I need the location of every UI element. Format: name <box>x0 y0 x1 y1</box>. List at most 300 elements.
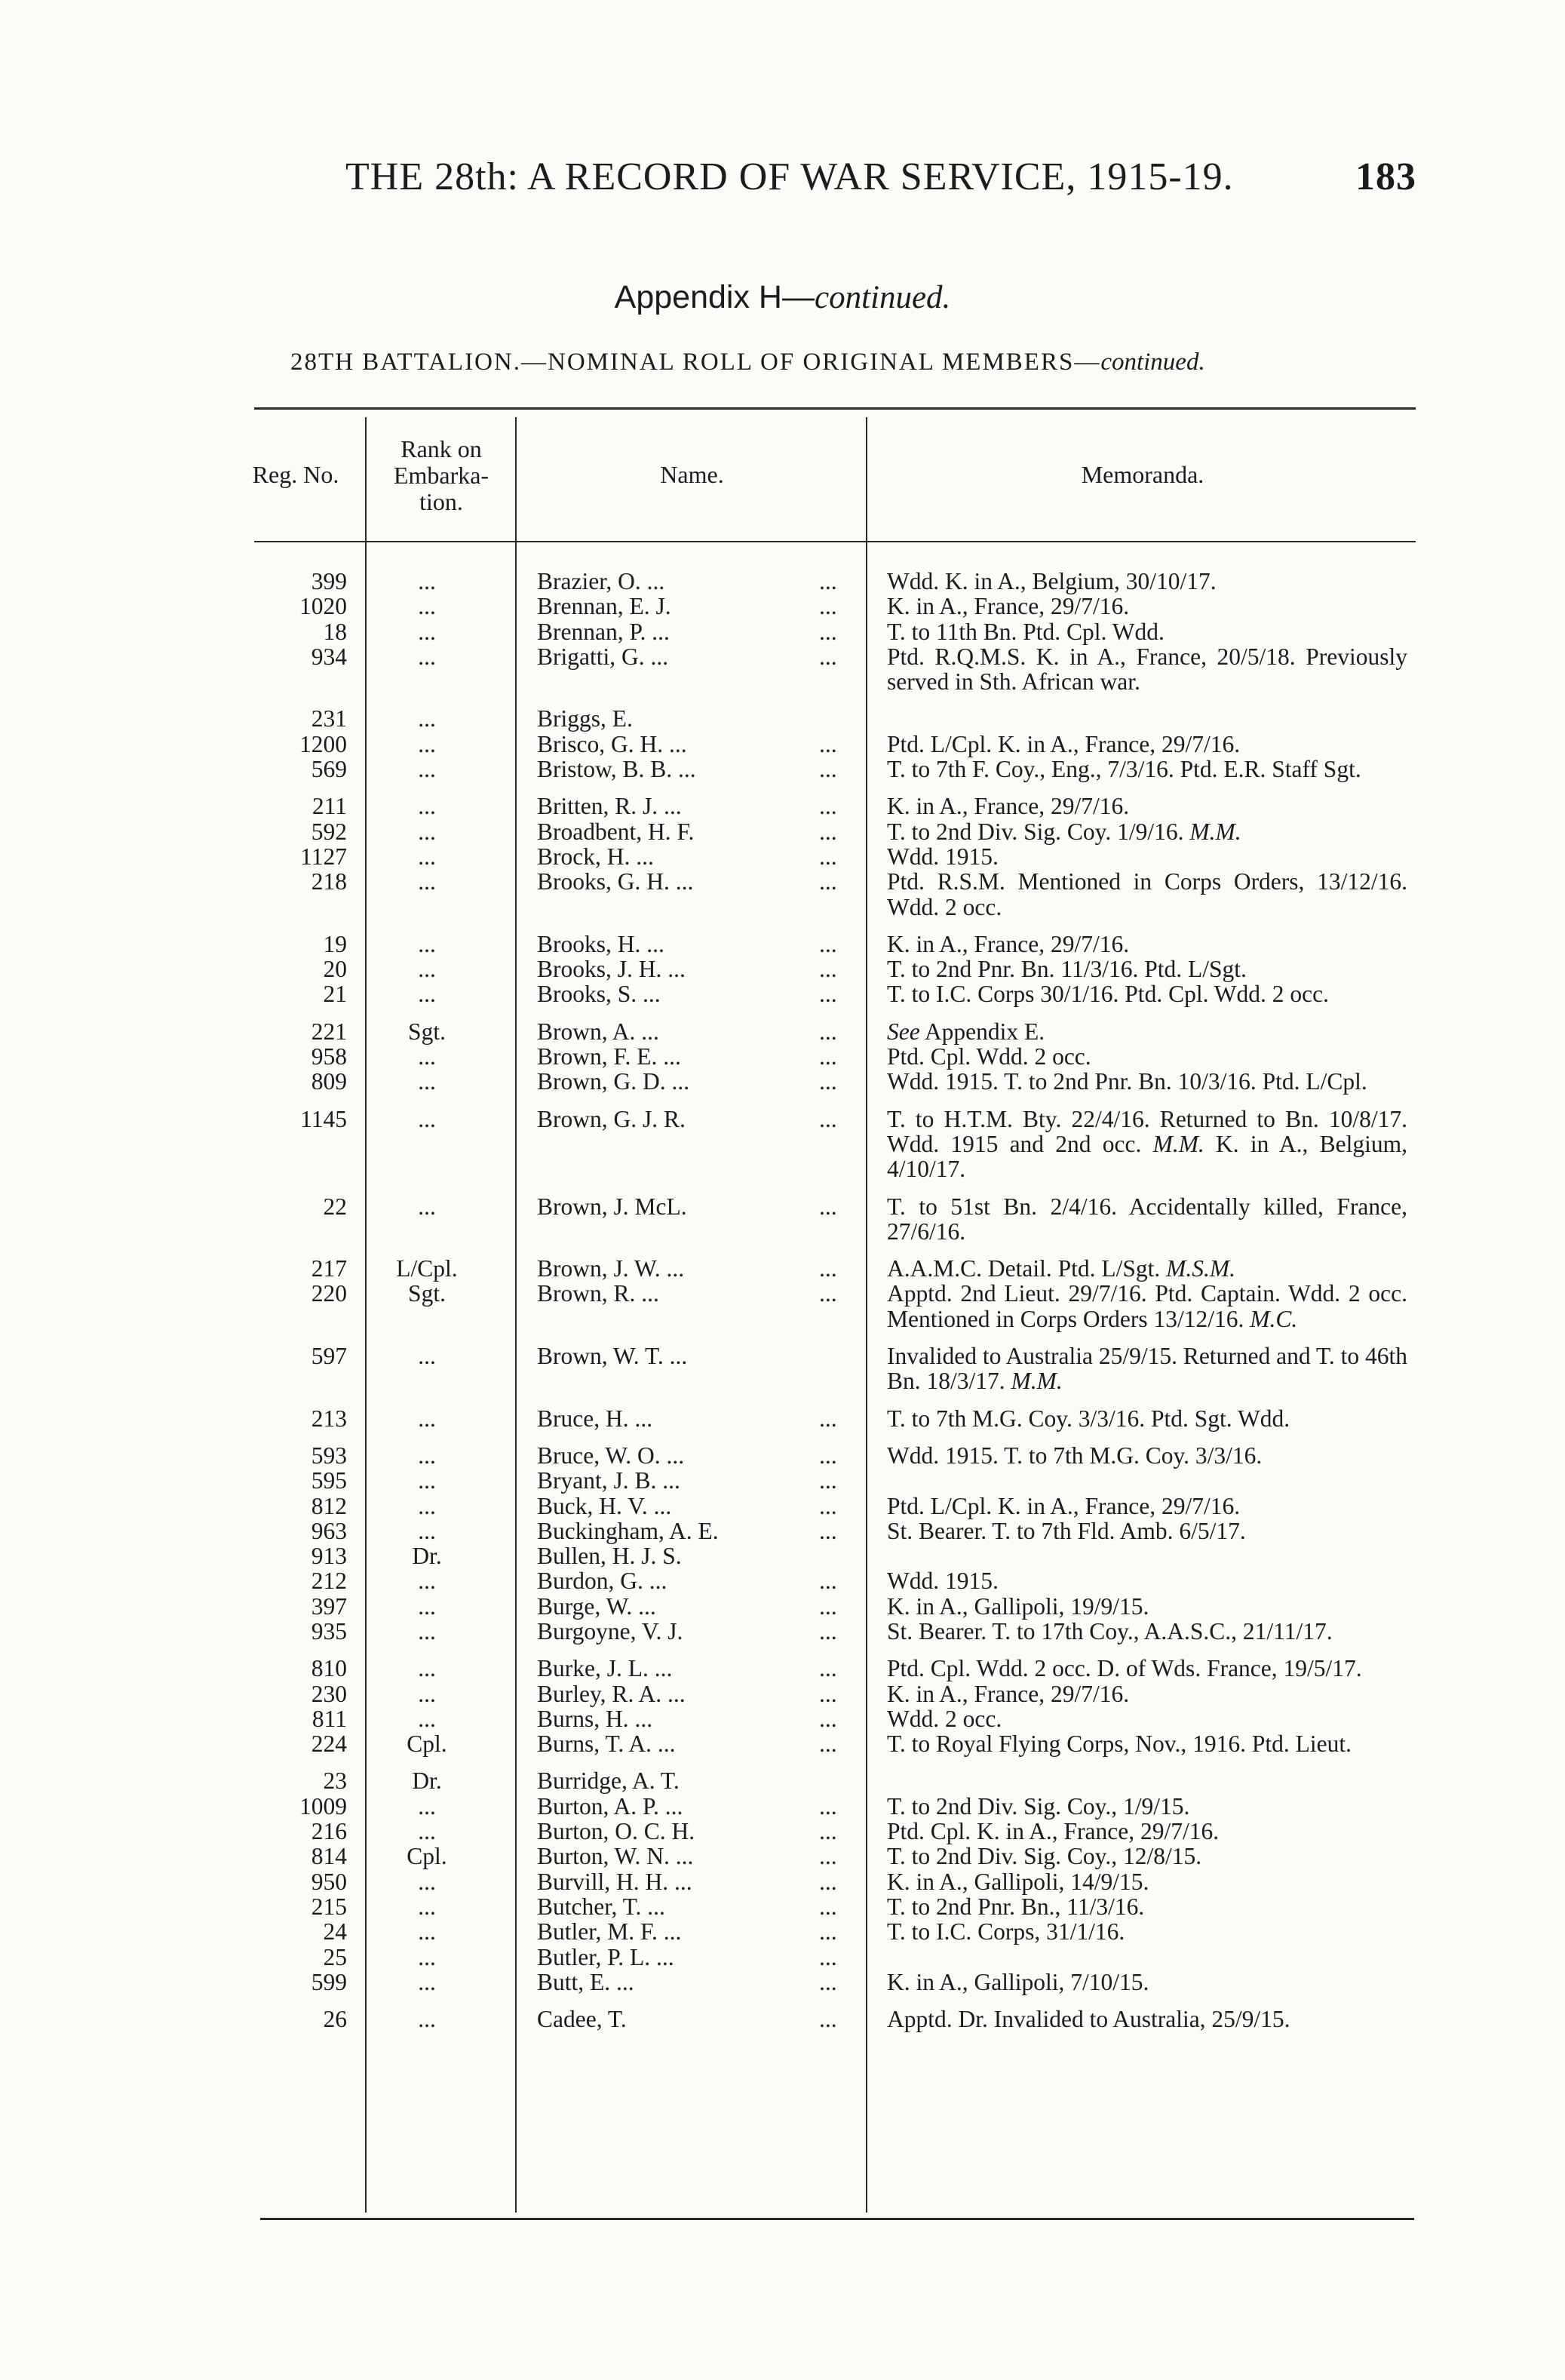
table-row <box>256 794 1418 818</box>
reg-no-cell: 810 <box>311 1655 347 1682</box>
leader-dots: ... <box>819 1680 837 1707</box>
leader-dots: ... <box>819 1405 837 1432</box>
table-row <box>256 1543 1418 1568</box>
memoranda-text: K. in A., Gallipoli, 7/10/15. <box>887 1968 1149 1995</box>
rank-cell: ... <box>418 756 436 783</box>
reg-no-cell: 812 <box>311 1492 347 1519</box>
name-cell: Burton, W. N. ... <box>537 1843 694 1870</box>
leader-dots: ... <box>819 1517 837 1544</box>
reg-no-cell: 1200 <box>299 730 347 757</box>
memoranda-text: Apptd. 2nd Lieut. 29/7/16. Ptd. Captain. Wdd. 2 occ. Mentioned in Corps Orders 13/12/16. <box>887 1280 1407 1332</box>
memoranda-cell <box>887 1568 1407 1593</box>
memoranda-text: T. to 2nd Div. Sig. Coy., 12/8/15. <box>887 1843 1202 1870</box>
table-row <box>256 1044 1418 1069</box>
memoranda-text: K. in A., France, 29/7/16. <box>887 793 1130 820</box>
name-cell: Butler, M. F. ... <box>537 1918 682 1945</box>
reg-no-cell: 231 <box>311 705 347 732</box>
table-row <box>256 957 1418 981</box>
reg-no-cell: 595 <box>311 1467 347 1494</box>
rank-cell: ... <box>418 705 436 732</box>
memoranda-cell <box>887 1945 1407 1970</box>
memoranda-cell <box>887 1594 1407 1619</box>
name-cell: Brooks, J. H. ... <box>537 956 686 983</box>
leader-dots: ... <box>819 1043 837 1070</box>
memoranda-text: Ptd. R.Q.M.S. K. in A., France, 20/5/18. Previously served in Sth. African war. <box>887 643 1407 696</box>
table-row <box>256 1256 1418 1281</box>
rank-cell: ... <box>418 1918 436 1945</box>
name-cell: Cadee, T. <box>537 2006 627 2033</box>
rank-cell: ... <box>418 730 436 757</box>
rank-cell: ... <box>418 1680 436 1707</box>
rank-cell: ... <box>418 1617 436 1645</box>
table-row <box>256 2007 1418 2031</box>
header-name: Name. <box>660 461 724 488</box>
table-row <box>256 1069 1418 1094</box>
rank-cell: Sgt. <box>408 1018 446 1045</box>
memoranda-cell <box>887 1619 1407 1644</box>
name-cell: Burke, J. L. ... <box>537 1655 673 1682</box>
memoranda-cell <box>887 1194 1407 1245</box>
reg-no-cell: 26 <box>323 2006 347 2033</box>
rank-cell: ... <box>418 1043 436 1070</box>
memoranda-text: T. to 11th Bn. Ptd. Cpl. Wdd. <box>887 618 1165 645</box>
running-title: THE 28th: A RECORD OF WAR SERVICE, 1915-19. <box>345 155 1234 198</box>
name-cell: Buckingham, A. E. <box>537 1517 719 1544</box>
memoranda-cell <box>887 957 1407 981</box>
rank-cell: ... <box>418 956 436 983</box>
table-row <box>256 706 1418 731</box>
memoranda-cell <box>887 619 1407 644</box>
leader-dots: ... <box>819 981 837 1008</box>
rank-cell: ... <box>418 1467 436 1494</box>
memoranda-text: Ptd. R.S.M. Mentioned in Corps Orders, 13/12/16. Wdd. 2 occ. <box>887 868 1407 920</box>
rank-cell: ... <box>418 930 436 957</box>
memoranda-text: T. to H.T.M. Bty. 22/4/16. Returned to Bn. 10/8/17. Wdd. 1915 and 2nd occ. <box>887 1105 1407 1157</box>
leader-dots: ... <box>819 1617 837 1645</box>
name-cell: Brooks, S. ... <box>537 981 661 1008</box>
appendix-title-continued: continued. <box>814 280 951 315</box>
reg-no-cell: 212 <box>311 1568 347 1595</box>
memoranda-text: K. in A., France, 29/7/16. <box>887 930 1130 957</box>
header-rank: Rank on Embarka- tion. <box>393 435 489 515</box>
name-cell: Brigatti, G. ... <box>537 643 669 670</box>
memoranda-cell <box>887 819 1407 844</box>
leader-dots: ... <box>819 1792 837 1820</box>
leader-dots: ... <box>819 1193 837 1220</box>
memoranda-italic: M.C. <box>1250 1305 1298 1332</box>
name-cell: Burton, O. C. H. <box>537 1818 695 1845</box>
memoranda-text: Appendix E. <box>919 1018 1045 1045</box>
memoranda-text: K. in A., France, 29/7/16. <box>887 1680 1130 1707</box>
reg-no-cell: 211 <box>311 793 347 820</box>
memoranda-cell <box>887 869 1407 920</box>
leader-dots: ... <box>819 1018 837 1045</box>
memoranda-cell <box>887 981 1407 1006</box>
name-cell: Burridge, A. T. <box>537 1767 680 1795</box>
rank-cell: ... <box>418 593 436 620</box>
memoranda-text: Ptd. L/Cpl. K. in A., France, 29/7/16. <box>887 730 1241 757</box>
memoranda-cell <box>887 594 1407 619</box>
table-top-rule <box>254 407 1416 410</box>
memoranda-text: Ptd. Cpl. Wdd. 2 occ. <box>887 1043 1091 1070</box>
name-cell: Brooks, H. ... <box>537 930 664 957</box>
memoranda-cell <box>887 1894 1407 1919</box>
memoranda-text: T. to 7th M.G. Coy. 3/3/16. Ptd. Sgt. Wdd. <box>887 1405 1290 1432</box>
table-row <box>256 1794 1418 1819</box>
memoranda-cell <box>887 1406 1407 1431</box>
memoranda-cell <box>887 1281 1407 1331</box>
leader-dots: ... <box>819 793 837 820</box>
name-cell: Brown, R. ... <box>537 1280 659 1307</box>
reg-no-cell: 221 <box>311 1018 347 1045</box>
rank-cell: ... <box>418 1193 436 1220</box>
reg-no-cell: 220 <box>311 1280 347 1307</box>
table-row <box>256 1619 1418 1644</box>
reg-no-cell: 963 <box>311 1517 347 1544</box>
table-row <box>256 1568 1418 1593</box>
reg-no-cell: 22 <box>323 1193 347 1220</box>
leader-dots: ... <box>819 1843 837 1870</box>
memoranda-text: K. in A., Gallipoli, 19/9/15. <box>887 1592 1149 1620</box>
leader-dots: ... <box>819 1105 837 1132</box>
memoranda-cell <box>887 2007 1407 2031</box>
memoranda-text: Wdd. 1915. <box>887 843 999 870</box>
memoranda-cell <box>887 1044 1407 1069</box>
rank-cell: ... <box>418 1968 436 1995</box>
rank-cell: ... <box>418 1405 436 1432</box>
rank-cell: ... <box>418 643 436 670</box>
name-cell: Brock, H. ... <box>537 843 654 870</box>
leader-dots: ... <box>819 1918 837 1945</box>
name-cell: Brooks, G. H. ... <box>537 868 694 895</box>
rank-cell: ... <box>418 1818 436 1845</box>
header-reg-no: Reg. No. <box>252 461 339 488</box>
name-cell: Burvill, H. H. ... <box>537 1868 692 1895</box>
reg-no-cell: 25 <box>323 1943 347 1970</box>
name-cell: Brown, W. T. ... <box>537 1343 688 1370</box>
rank-cell: ... <box>418 618 436 645</box>
memoranda-cell <box>887 757 1407 782</box>
memoranda-text: K. in A., Belgium, 4/10/17. <box>887 1130 1407 1183</box>
table-row <box>256 1945 1418 1970</box>
memoranda-text: K. in A., France, 29/7/16. <box>887 593 1130 620</box>
name-cell: Brazier, O. ... <box>537 568 665 594</box>
memoranda-text: T. to 2nd Div. Sig. Coy. 1/9/16. <box>887 818 1184 845</box>
name-cell: Burns, T. A. ... <box>537 1730 676 1758</box>
table-row <box>256 1468 1418 1493</box>
leader-dots: ... <box>819 843 837 870</box>
page-number: 183 <box>1355 155 1416 198</box>
roll-subtitle-continued: continued. <box>1100 349 1205 376</box>
name-cell: Bristow, B. B. ... <box>537 756 696 783</box>
reg-no-cell: 809 <box>311 1068 347 1095</box>
running-head <box>345 155 1416 200</box>
leader-dots: ... <box>819 730 837 757</box>
table-row <box>256 1194 1418 1245</box>
leader-dots: ... <box>819 1068 837 1095</box>
name-cell: Brisco, G. H. ... <box>537 730 687 757</box>
reg-no-cell: 218 <box>311 868 347 895</box>
memoranda-text: T. to 2nd Div. Sig. Coy., 1/9/15. <box>887 1792 1190 1820</box>
leader-dots: ... <box>819 1705 837 1732</box>
leader-dots: ... <box>819 1943 837 1970</box>
memoranda-cell <box>887 1794 1407 1819</box>
memoranda-cell <box>887 1919 1407 1944</box>
memoranda-italic: M.M. <box>1152 1130 1204 1157</box>
reg-no-cell: 592 <box>311 818 347 845</box>
reg-no-cell: 1127 <box>300 843 347 870</box>
reg-no-cell: 23 <box>323 1767 347 1795</box>
leader-dots: ... <box>819 1818 837 1845</box>
reg-no-cell: 1145 <box>300 1105 347 1132</box>
memoranda-cell <box>887 706 1407 731</box>
table-row <box>256 844 1418 869</box>
rank-cell: ... <box>418 843 436 870</box>
table-row <box>256 1869 1418 1894</box>
name-cell: Bruce, W. O. ... <box>537 1442 685 1469</box>
name-cell: Bullen, H. J. S. <box>537 1543 682 1570</box>
reg-no-cell: 1009 <box>299 1792 347 1820</box>
table-row <box>256 869 1418 920</box>
name-cell: Britten, R. J. ... <box>537 793 682 820</box>
leader-dots: ... <box>819 818 837 845</box>
leader-dots: ... <box>819 868 837 895</box>
leader-dots: ... <box>819 618 837 645</box>
leader-dots: ... <box>819 1868 837 1895</box>
memoranda-cell <box>887 1543 1407 1568</box>
rank-cell: Dr. <box>412 1543 442 1570</box>
name-cell: Brennan, P. ... <box>537 618 670 645</box>
reg-no-cell: 224 <box>311 1730 347 1758</box>
memoranda-cell <box>887 1819 1407 1844</box>
memoranda-text: T. to 2nd Pnr. Bn. 11/3/16. Ptd. L/Sgt. <box>887 956 1247 983</box>
rank-cell: L/Cpl. <box>396 1255 458 1282</box>
memoranda-cell <box>887 1656 1407 1681</box>
name-cell: Burgoyne, V. J. <box>537 1617 683 1645</box>
leader-dots: ... <box>819 1492 837 1519</box>
rank-cell: ... <box>418 1492 436 1519</box>
table-row <box>256 1768 1418 1793</box>
reg-no-cell: 397 <box>311 1592 347 1620</box>
memoranda-text: T. to 51st Bn. 2/4/16. Accidentally killed, France, 27/6/16. <box>887 1193 1407 1245</box>
header-memoranda: Memoranda. <box>1081 461 1204 488</box>
table-row <box>256 932 1418 957</box>
table-row <box>256 1281 1418 1331</box>
memoranda-text: Invalided to Australia 25/9/15. Returned and T. to 46th Bn. 18/3/17. <box>887 1343 1407 1395</box>
memoranda-cell <box>887 1107 1407 1182</box>
table-row <box>256 1844 1418 1869</box>
rank-cell: Cpl. <box>407 1730 447 1758</box>
memoranda-cell <box>887 732 1407 757</box>
table-row <box>256 594 1418 619</box>
reg-no-cell: 216 <box>311 1818 347 1845</box>
leader-dots: ... <box>819 2006 837 2033</box>
reg-no-cell: 213 <box>311 1405 347 1432</box>
rank-cell: ... <box>418 2006 436 2033</box>
rank-cell: ... <box>418 793 436 820</box>
leader-dots: ... <box>819 593 837 620</box>
reg-no-cell: 21 <box>323 981 347 1008</box>
table-row <box>256 757 1418 782</box>
memoranda-cell <box>887 932 1407 957</box>
reg-no-cell: 230 <box>311 1680 347 1707</box>
leader-dots: ... <box>819 1467 837 1494</box>
rank-cell: ... <box>418 1893 436 1920</box>
memoranda-text: Wdd. K. in A., Belgium, 30/10/17. <box>887 568 1217 594</box>
memoranda-cell <box>887 1069 1407 1094</box>
table-row <box>256 1594 1418 1619</box>
leader-dots: ... <box>819 756 837 783</box>
memoranda-text: Apptd. Dr. Invalided to Australia, 25/9/15. <box>887 2006 1290 2033</box>
memoranda-italic: M.M. <box>1189 818 1241 845</box>
reg-no-cell: 215 <box>311 1893 347 1920</box>
name-cell: Butler, P. L. ... <box>537 1943 674 1970</box>
memoranda-cell <box>887 1519 1407 1543</box>
memoranda-cell <box>887 644 1407 695</box>
memoranda-cell <box>887 844 1407 869</box>
name-cell: Brown, J. McL. <box>537 1193 687 1220</box>
table-row <box>256 1656 1418 1681</box>
memoranda-cell <box>887 1494 1407 1519</box>
table-row <box>256 644 1418 695</box>
table-row <box>256 1019 1418 1044</box>
memoranda-italic: M.M. <box>1011 1368 1063 1395</box>
leader-dots: ... <box>819 1442 837 1469</box>
rank-cell: ... <box>418 1655 436 1682</box>
memoranda-text: Ptd. Cpl. Wdd. 2 occ. D. of Wds. France, 19/5/17. <box>887 1655 1362 1682</box>
name-cell: Butcher, T. ... <box>537 1893 665 1920</box>
memoranda-text: T. to 7th F. Coy., Eng., 7/3/16. Ptd. E.R. Staff Sgt. <box>887 756 1361 783</box>
memoranda-cell <box>887 1443 1407 1468</box>
table-row <box>256 1894 1418 1919</box>
reg-no-cell: 569 <box>311 756 347 783</box>
rank-cell: ... <box>418 818 436 845</box>
name-cell: Brown, G. J. R. <box>537 1105 686 1132</box>
reg-no-cell: 1020 <box>299 593 347 620</box>
rank-cell: ... <box>418 1943 436 1970</box>
memoranda-cell <box>887 1869 1407 1894</box>
nominal-roll-rows <box>256 569 1418 2031</box>
rank-cell: ... <box>418 1068 436 1095</box>
table-row <box>256 1819 1418 1844</box>
table-row <box>256 1919 1418 1944</box>
table-row <box>256 732 1418 757</box>
table-row <box>256 1494 1418 1519</box>
name-cell: Bruce, H. ... <box>537 1405 653 1432</box>
name-cell: Brennan, E. J. <box>537 593 671 620</box>
reg-no-cell: 913 <box>311 1543 347 1570</box>
leader-dots: ... <box>819 1730 837 1758</box>
memoranda-text: A.A.M.C. Detail. Ptd. L/Sgt. <box>887 1255 1161 1282</box>
leader-dots: ... <box>819 568 837 594</box>
rank-cell: ... <box>418 1568 436 1595</box>
appendix-title-main: Appendix H— <box>614 279 815 315</box>
memoranda-cell <box>887 1768 1407 1793</box>
appendix-title <box>0 279 1565 316</box>
memoranda-text: T. to I.C. Corps, 31/1/16. <box>887 1918 1125 1945</box>
memoranda-italic: M.S.M. <box>1166 1255 1235 1282</box>
memoranda-cell <box>887 1706 1407 1731</box>
leader-dots: ... <box>819 1655 837 1682</box>
rank-cell: ... <box>418 1105 436 1132</box>
name-cell: Brown, J. W. ... <box>537 1255 685 1282</box>
reg-no-cell: 599 <box>311 1968 347 1995</box>
name-cell: Bryant, J. B. ... <box>537 1467 680 1494</box>
memoranda-text: Ptd. L/Cpl. K. in A., France, 29/7/16. <box>887 1492 1241 1519</box>
memoranda-cell <box>887 1844 1407 1869</box>
name-cell: Briggs, E. <box>537 705 633 732</box>
reg-no-cell: 593 <box>311 1442 347 1469</box>
memoranda-text: St. Bearer. T. to 17th Coy., A.A.S.C., 21/11/17. <box>887 1617 1333 1645</box>
memoranda-italic: See <box>887 1018 920 1045</box>
rank-cell: Dr. <box>412 1767 442 1795</box>
memoranda-cell <box>887 794 1407 818</box>
name-cell: Brown, F. E. ... <box>537 1043 681 1070</box>
memoranda-text: Ptd. Cpl. K. in A., France, 29/7/16. <box>887 1818 1220 1845</box>
table-row <box>256 1344 1418 1394</box>
memoranda-text: T. to Royal Flying Corps, Nov., 1916. Ptd. Lieut. <box>887 1730 1352 1758</box>
memoranda-text: Wdd. 1915. T. to 2nd Pnr. Bn. 10/3/16. Ptd. L/Cpl. <box>887 1068 1367 1095</box>
memoranda-cell <box>887 1681 1407 1706</box>
leader-dots: ... <box>819 1255 837 1282</box>
header-bottom-rule <box>254 541 1416 542</box>
leader-dots: ... <box>819 1568 837 1595</box>
reg-no-cell: 811 <box>311 1705 347 1732</box>
name-cell: Brown, A. ... <box>537 1018 659 1045</box>
memoranda-cell <box>887 1019 1407 1044</box>
reg-no-cell: 19 <box>323 930 347 957</box>
reg-no-cell: 597 <box>311 1343 347 1370</box>
leader-dots: ... <box>819 1280 837 1307</box>
reg-no-cell: 24 <box>323 1918 347 1945</box>
memoranda-text: Wdd. 2 occ. <box>887 1705 1002 1732</box>
table-row <box>256 819 1418 844</box>
reg-no-cell: 950 <box>311 1868 347 1895</box>
rank-cell: ... <box>418 1517 436 1544</box>
memoranda-cell <box>887 569 1407 594</box>
reg-no-cell: 814 <box>311 1843 347 1870</box>
name-cell: Butt, E. ... <box>537 1968 634 1995</box>
reg-no-cell: 934 <box>311 643 347 670</box>
rank-cell: ... <box>418 1868 436 1895</box>
table-row <box>256 569 1418 594</box>
table-row <box>256 1443 1418 1468</box>
reg-no-cell: 217 <box>311 1255 347 1282</box>
rank-cell: ... <box>418 1792 436 1820</box>
rank-cell: ... <box>418 568 436 594</box>
memoranda-text: T. to 2nd Pnr. Bn., 11/3/16. <box>887 1893 1145 1920</box>
reg-no-cell: 18 <box>323 618 347 645</box>
roll-subtitle-main: 28TH BATTALION.—NOMINAL ROLL OF ORIGINAL MEMBERS— <box>290 349 1101 376</box>
roll-subtitle <box>290 349 1407 376</box>
name-cell: Burns, H. ... <box>537 1705 653 1732</box>
rank-cell: ... <box>418 1592 436 1620</box>
memoranda-text: Wdd. 1915. T. to 7th M.G. Coy. 3/3/16. <box>887 1442 1263 1469</box>
memoranda-text: T. to I.C. Corps 30/1/16. Ptd. Cpl. Wdd. 2 occ. <box>887 981 1329 1008</box>
name-cell: Broadbent, H. F. <box>537 818 695 845</box>
leader-dots: ... <box>819 956 837 983</box>
name-cell: Burton, A. P. ... <box>537 1792 683 1820</box>
memoranda-text: Wdd. 1915. <box>887 1568 999 1595</box>
rank-cell: ... <box>418 1705 436 1732</box>
name-cell: Burley, R. A. ... <box>537 1680 686 1707</box>
rank-cell: Cpl. <box>407 1843 447 1870</box>
table-row <box>256 981 1418 1006</box>
name-cell: Buck, H. V. ... <box>537 1492 672 1519</box>
rank-cell: ... <box>418 868 436 895</box>
memoranda-cell <box>887 1256 1407 1281</box>
name-cell: Burdon, G. ... <box>537 1568 667 1595</box>
